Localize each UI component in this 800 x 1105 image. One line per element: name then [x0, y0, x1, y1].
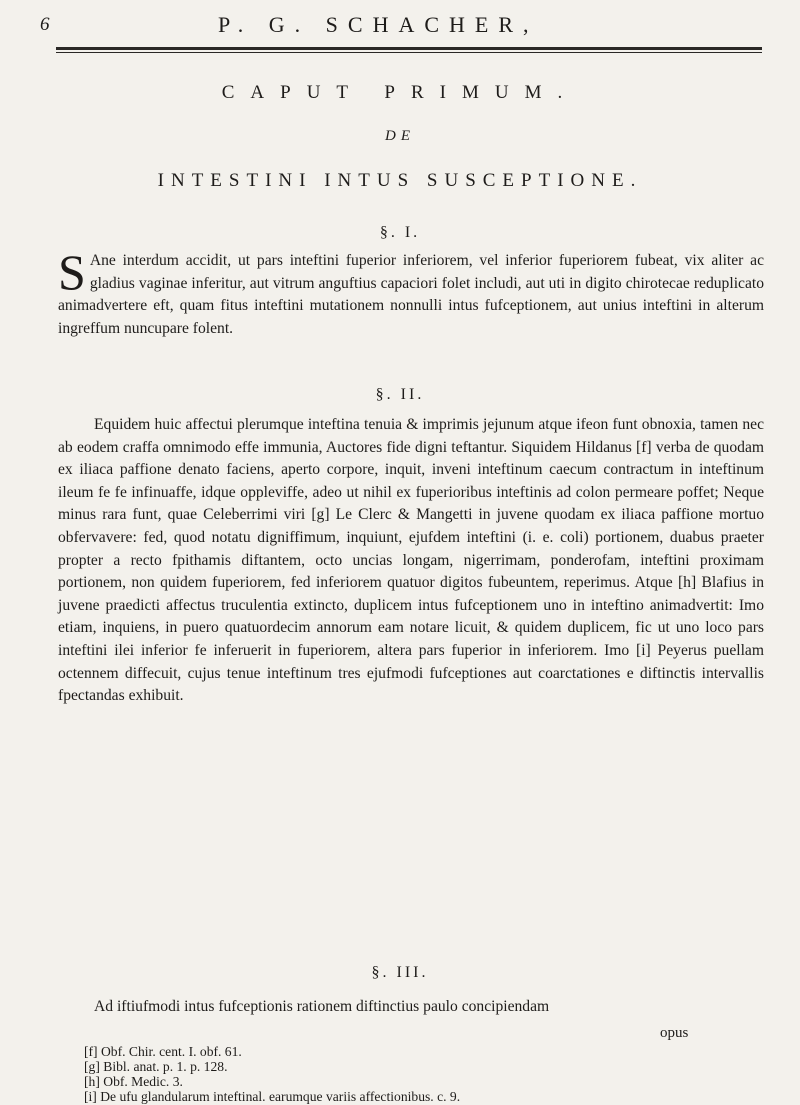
paragraph-1: Ane interdum accidit, ut pars inteftini fuperior inferiorem, vel inferior fuperiorem fubeat, vix aliter ac gladius vaginae inferitur, aut vitrum anguftius capaciori folet includi, aut uti in digito chirotecae reduplicato animadvertere eft, quam fitus inteftini mutationem nonnulli intus fufceptionem, aut unius inteftini in alterum ingreffum nuncupare folent. [58, 252, 764, 337]
footnote-g: [g] Bibl. anat. p. 1. p. 128. [84, 1059, 228, 1074]
chapter-subject: INTESTINI INTUS SUSCEPTIONE. [157, 170, 643, 191]
drop-cap: S [58, 244, 86, 300]
footnotes [84, 1044, 744, 1104]
paragraph-3: Ad iftiufmodi intus fufceptionis rationem diftinctius paulo concipiendam [94, 998, 550, 1015]
footnote-f: [f] Obf. Chir. cent. I. obf. 61. [84, 1044, 242, 1059]
footnote-h: [h] Obf. Medic. 3. [84, 1074, 183, 1089]
page-number: 6 [40, 14, 50, 35]
section-text-3 [58, 996, 764, 1019]
chapter-de: DE [385, 128, 415, 144]
section-label-3: §. III. [371, 964, 429, 981]
section-text-1 [58, 244, 764, 340]
section-label-1: §. I. [379, 224, 421, 241]
header-rule [56, 47, 762, 50]
running-title: P. G. SCHACHER, [218, 12, 539, 37]
catchword: opus [660, 1025, 689, 1041]
chapter-heading: CAPUT PRIMUM. [221, 82, 579, 103]
section-text-2 [58, 414, 764, 708]
footnote-i: [i] De ufu glandularum inteftinal. earumque variis affectionibus. c. 9. [84, 1089, 461, 1104]
section-label-2: §. II. [375, 386, 425, 403]
paragraph-2: Equidem huic affectui plerumque inteftina tenuia & imprimis jejunum atque ifeon funt obnoxia, tamen nec ab eodem craffa omnimodo effe immunia, Auctores fide digni teftantur. Siquidem Hildanus [f] verba de quodam ex iliaca paffione denato faciens, aperto corpore, inquit, inveni inteftinum caecum contractum in inteftinum ileum fe fe infinuaffe, idque oppleviffe, adeo ut nihil ex fuperioribus inteftinis ad colon permeare poffet; Neque minus rara funt, quae Celeberrimi viri [g] Le Clerc & Mangetti in juvene quodam ex iliaca paffione mortuo obfervavere: fed, quod notatu digniffimum, inquiunt, ejufdem inteftini (i. e. coli) portionem, duabus praeter propter a recto fpithamis diftantem, octo uncias longam, nigerrimam, ponderofam, inteftini proximam portionem, non quidem fuperiorem, fed inferiorem quatuor digitos fubeuntem, reperimus. Atque [h] Blafius in juvene praedicti affectus truculentia extincto, duplicem intus fufceptionem uno in inteftino animadvertit: Imo etiam, inquiens, in puero quatuordecim annorum eam notare licuit, & quidem duplicem, fic ut uno loco pars inteftini ilei inferior fe inferuerit in fuperiorem, altera pars fuperior in inferiorem. Imo [i] Peyerus puellam octennem diffecuit, cujus tenue inteftinum tres ejufmodi fufceptiones aut coarctationes e diftinctis intervallis fpectandas exhibuit. [58, 416, 764, 705]
running-head [40, 12, 760, 38]
header-rule-thin [56, 52, 762, 53]
